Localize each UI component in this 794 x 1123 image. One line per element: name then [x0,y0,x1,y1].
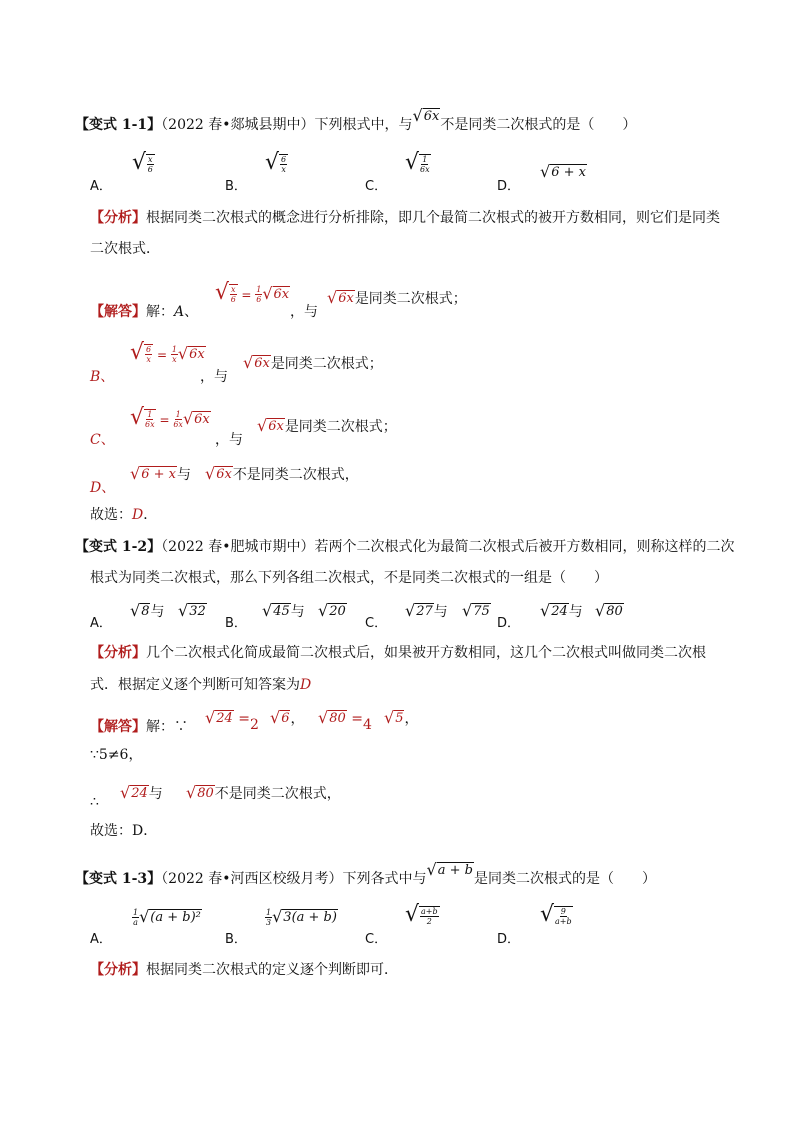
answer-1-1: 【解答】解：A、 [90,304,199,320]
option-c-expr: √ $\frac{1}{6x}$ [405,150,430,175]
option-b-label: B． [225,616,247,631]
answer-b-label: B、 [90,369,115,385]
option-b-label: B． [225,932,247,947]
answer-d-label: D、 [90,480,116,496]
option-a-expr: √ $\frac{x}{6}$ [132,150,153,175]
question-1-2: 【变式 1-2】（2022 春•肥城市期中）若两个二次根式化为最简二次根式后被开方数相同，则称这样的二次 [75,539,735,555]
option-c-expr: √ $\frac{a+b}{2}$ [405,902,438,927]
analysis-1-2: 【分析】几个二次根式化简成最简二次根式后，如果被开方数相同，这几个二次根式叫做同类二次根 [90,645,706,661]
option-b-expr: √ $\frac{6}{x}$ [265,150,287,175]
option-c-label: C． [365,932,388,947]
analysis-1-1: 【分析】根据同类二次根式的概念进行分析排除，即几个最简二次根式的被开方数相同，则它们是同类 [90,210,720,226]
analysis-1-1-line2: 二次根式． [90,241,160,257]
analysis-1-3: 【分析】根据同类二次根式的定义逐个判断即可． [90,962,398,978]
answer-c-tail: √ 6x 是同类二次根式； [257,416,397,435]
option-d-expr: √ $\frac{9}{a+b}$ [540,902,572,927]
question-1-3: 【变式 1-3】（2022 春•河西区校级月考）下列各式中与 √ a + b 是同类二次根式的是（ ） [75,860,656,887]
question-1-1: 【变式 1-1】（2022 春•郯城县期中）下列根式中，与 √ 6x 不是同类二次根式的是（ ） [75,106,637,133]
option-c-label: C． [365,616,388,631]
answer-d-expr: √ 6 + x 与 [130,464,191,483]
answer-b-expr: √ $\frac{6}{x}$ = $\frac{1}{x}$ √ 6x [130,340,205,365]
answer-b-tail: √ 6x 是同类二次根式； [243,353,383,372]
option-a-expr: $\frac{1}{a}$ √ (a + b)² [133,907,201,927]
answer-c-label: C、 [90,432,115,448]
analysis-1-2-line2: 式．根据定义逐个判断可知答案为D [90,677,312,693]
therefore-expr: √ 24 与 [120,783,163,802]
option-a-label: A． [90,616,112,631]
option-a-label: A． [90,932,112,947]
answer-c-expr: √ $\frac{1}{6x}$ = $\frac{1}{6x}$ √ 6x [130,405,210,430]
since-line: ∵5≠6， [90,747,143,763]
option-d-label: D． [497,932,521,947]
option-c-label: C． [365,179,388,194]
question-source: （2022 春•郯城县期中） [161,117,315,133]
option-b-label: B． [225,179,247,194]
answer-a-expr: √ $\frac{x}{6}$ = $\frac{1}{6}$ √ 6x [215,280,290,305]
answer-a-tail: √ 6x 是同类二次根式； [327,288,467,307]
question-tag: 【变式 1-1】 [75,117,162,133]
answer-d-tail: √ 6x 不是同类二次根式， [205,464,359,483]
option-a-label: A． [90,179,112,194]
option-d-expr: √ 6 + x [540,162,586,181]
answer-1-2-expr: √ 24 =2 [205,708,259,733]
question-1-2-line2: 根式为同类二次根式，那么下列各组二次根式，不是同类二次根式的一组是（ ） [90,570,608,586]
therefore-symbol: ∴ [90,794,99,810]
sqrt-a-plus-b: √ a + b [426,860,473,879]
choice-1-1: 故选：D． [90,507,158,523]
option-d-label: D． [497,179,521,194]
sqrt-6x: √ 6x [412,106,440,125]
answer-1-2: 【解答】解：∵ [90,719,188,735]
choice-1-2: 故选：D． [90,823,158,839]
option-b-expr: $\frac{1}{3}$ √ 3(a + b) [266,907,337,927]
option-d-label: D． [497,616,521,631]
